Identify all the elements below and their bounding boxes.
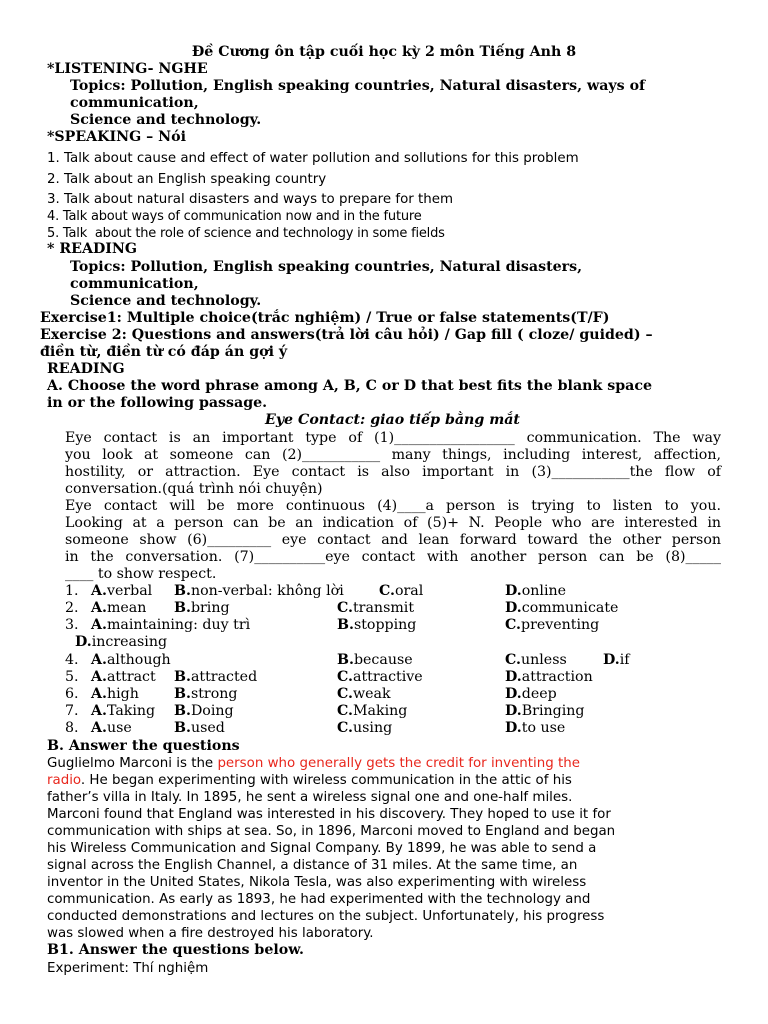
speaking-item: 2. Talk about an English speaking country [47, 172, 327, 187]
listening-topics-line-2: communication, [70, 95, 199, 111]
option-letter: D. [505, 703, 522, 719]
question-number: 7. [65, 703, 79, 719]
option-letter: C. [337, 669, 353, 685]
option-letter: D. [505, 669, 522, 685]
option-b: bring [190, 600, 230, 616]
section-b-paragraph-line: was slowed when a fire destroyed his laboratory. [47, 926, 374, 941]
option-letter: B. [174, 669, 191, 685]
option-letter: C. [337, 720, 353, 736]
option-c: attractive [352, 669, 423, 685]
option-c: using [352, 720, 393, 736]
listening-heading: *LISTENING- NGHE [47, 61, 208, 77]
option-a: maintaining: duy trì [106, 617, 251, 633]
option-a: Taking [106, 703, 156, 719]
option-b: because [353, 652, 413, 668]
passage-title: Eye Contact: giao tiếp bằng mắt [265, 412, 520, 428]
option-d: attraction [521, 669, 593, 685]
reading-topics-line-2: communication, [70, 276, 199, 292]
paragraph-text: Guglielmo Marconi is the [47, 756, 218, 771]
listening-topics-line-3: Science and technology. [70, 112, 262, 128]
option-letter: D. [505, 720, 522, 736]
section-b-paragraph-line: conducted demonstrations and lectures on the subject. Unfortunately, his progress [47, 909, 605, 924]
option-d: Bringing [521, 703, 585, 719]
passage-line: you look at someone can (2)___________ many things, including interest, affection, [65, 447, 721, 463]
question-number: 5. [65, 669, 79, 685]
speaking-item: 3. Talk about natural disasters and ways to prepare for them [47, 192, 454, 207]
option-letter: C. [337, 686, 353, 702]
reading-topics-line-3: Science and technology. [70, 293, 262, 309]
option-d: to use [521, 720, 566, 736]
option-c: weak [352, 686, 391, 702]
section-b-paragraph-line: Marconi found that England was interested in his discovery. They hoped to use it for [47, 807, 611, 822]
option-a: verbal [106, 583, 153, 599]
section-b-paragraph-line: signal across the English Channel, a distance of 31 miles. At the same time, an [47, 858, 578, 873]
option-a: use [106, 720, 132, 736]
b1-heading: B1. Answer the questions below. [47, 942, 304, 958]
option-b: strong [190, 686, 238, 702]
option-b: used [190, 720, 225, 736]
option-letter: C. [379, 583, 395, 599]
option-letter: B. [174, 703, 191, 719]
passage-line: Eye contact is an important type of (1)_________________ communication. The way [65, 430, 721, 446]
option-letter: B. [174, 720, 191, 736]
option-b: attracted [190, 669, 258, 685]
section-b-paragraph-line [47, 755, 580, 772]
option-letter: C. [337, 703, 353, 719]
reading-topics-line-1: Topics: Pollution, English speaking countries, Natural disasters, [70, 259, 583, 275]
option-d: online [521, 583, 567, 599]
option-c: preventing [520, 617, 600, 633]
option-letter: B. [337, 652, 354, 668]
option-letter: A. [91, 669, 107, 685]
option-letter: A. [91, 686, 107, 702]
option-d: communicate [521, 600, 619, 616]
reading-subheading: READING [47, 361, 125, 377]
option-letter: B. [174, 600, 191, 616]
option-letter: C. [337, 600, 353, 616]
section-b-paragraph-line: father’s villa in Italy. In 1895, he sent a wireless signal one and one-half miles. [47, 790, 573, 805]
option-letter: A. [91, 600, 107, 616]
reading-heading: * READING [47, 241, 137, 257]
option-c: transmit [352, 600, 415, 616]
section-b-paragraph-line [47, 772, 572, 789]
option-letter: D. [75, 634, 92, 650]
option-letter: D. [603, 652, 620, 668]
option-a: although [106, 652, 171, 668]
option-a: mean [106, 600, 147, 616]
question-number: 6. [65, 686, 79, 702]
option-d: if [619, 652, 630, 668]
speaking-item: 1. Talk about cause and effect of water pollution and sollutions for this problem [47, 151, 579, 166]
speaking-item: 5. Talk about the role of science and technology in some fields [47, 226, 445, 241]
option-letter: A. [91, 720, 107, 736]
passage-line: someone show (6)_________ eye contact and lean forward toward the other person [65, 532, 721, 548]
option-a: attract [106, 669, 156, 685]
paragraph-text: . He began experimenting with wireless communication in the attic of his [80, 773, 572, 788]
highlighted-text: radio [47, 773, 81, 788]
option-letter: B. [337, 617, 354, 633]
option-c: Making [352, 703, 408, 719]
question-number: 2. [65, 600, 79, 616]
passage-line: in the conversation. (7)__________eye contact with another person can be (8)_____ [65, 549, 721, 565]
option-letter: A. [91, 617, 107, 633]
section-a-instruction-2: in or the following passage. [47, 395, 268, 411]
section-b-heading: B. Answer the questions [47, 738, 240, 754]
listening-topics-line-1: Topics: Pollution, English speaking countries, Natural disasters, ways of [70, 78, 646, 94]
passage-line: Looking at a person can be an indication of (5)+ N. People who are interested in [65, 515, 721, 531]
option-letter: A. [91, 583, 107, 599]
option-c: unless [520, 652, 567, 668]
highlighted-text: person who generally gets the credit for inventing the [217, 756, 580, 771]
option-b: Doing [190, 703, 234, 719]
question-number: 1. [65, 583, 79, 599]
option-letter: C. [505, 652, 521, 668]
question-number: 4. [65, 652, 79, 668]
section-a-instruction-1: A. Choose the word phrase among A, B, C or D that best fits the blank space [47, 378, 652, 394]
exercise-1: Exercise1: Multiple choice(trắc nghiệm) / True or false statements(T/F) [40, 310, 610, 326]
section-b-paragraph-line: communication with ships at sea. So, in 1896, Marconi moved to England and began [47, 824, 616, 839]
vocab-note: Experiment: Thí nghiệm [47, 961, 209, 976]
question-number: 3. [65, 617, 79, 633]
option-b: stopping [353, 617, 417, 633]
option-letter: D. [505, 686, 522, 702]
option-letter: A. [91, 703, 107, 719]
question-number: 8. [65, 720, 79, 736]
speaking-heading: *SPEAKING – Nói [47, 129, 187, 145]
option-letter: A. [91, 652, 107, 668]
passage-line: hostility, or attraction. Eye contact is also important in (3)___________the flow of [65, 464, 721, 480]
option-letter: B. [174, 583, 191, 599]
option-d: deep [521, 686, 557, 702]
option-b: non-verbal: không lời [190, 583, 344, 599]
exercise-2-line-1: Exercise 2: Questions and answers(trả lời câu hỏi) / Gap fill ( cloze/ guided) – [40, 327, 653, 343]
page-title: Đề Cương ôn tập cuối học kỳ 2 môn Tiếng Anh 8 [191, 44, 577, 60]
passage-line: Eye contact will be more continuous (4)____a person is trying to listen to you. [65, 498, 721, 514]
option-d: increasing [91, 634, 168, 650]
passage-line: ____ to show respect. [65, 566, 217, 582]
option-letter: D. [505, 583, 522, 599]
section-b-paragraph-line: inventor in the United States, Nikola Tesla, was also experimenting with wireless [47, 875, 587, 890]
exercise-2-line-2: điền từ, điền từ có đáp án gợi ý [40, 344, 288, 360]
option-letter: C. [505, 617, 521, 633]
speaking-item: 4. Talk about ways of communication now and in the future [47, 209, 422, 224]
option-a: high [106, 686, 139, 702]
option-letter: D. [505, 600, 522, 616]
passage-line: conversation.(quá trình nói chuyện) [65, 481, 323, 497]
option-c: oral [394, 583, 424, 599]
section-b-paragraph-line: his Wireless Communication and Signal Company. By 1899, he was able to send a [47, 841, 597, 856]
option-letter: B. [174, 686, 191, 702]
section-b-paragraph-line: communication. As early as 1893, he had experimented with the technology and [47, 892, 591, 907]
